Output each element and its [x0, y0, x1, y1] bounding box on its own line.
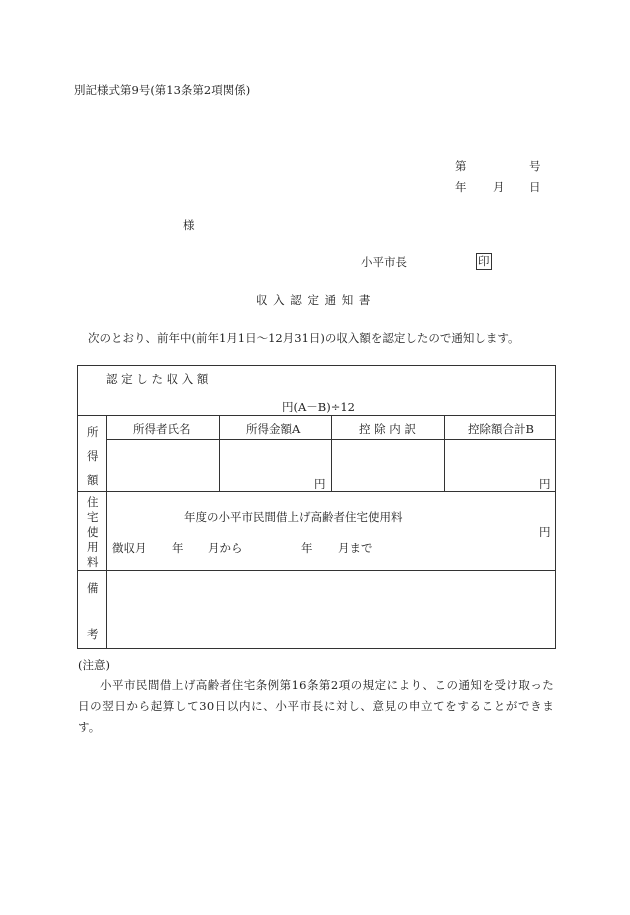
income-yen-unit: 円	[314, 477, 326, 491]
divider	[78, 415, 555, 416]
divider	[106, 415, 107, 648]
header-deduction-detail: 控 除 内 訳	[359, 422, 416, 436]
housing-fee-title: 年度の小平市民間借上げ高齢者住宅使用料	[184, 510, 403, 524]
addressee-suffix: 様	[183, 218, 195, 232]
remarks-side-label-2: 考	[87, 627, 99, 641]
notes-heading: (注意)	[78, 658, 110, 672]
housing-side-label-5: 料	[87, 555, 99, 569]
number-prefix: 第	[455, 159, 467, 173]
date-year: 年	[455, 180, 467, 194]
header-earner-name: 所得者氏名	[133, 422, 191, 436]
recognized-income-formula: 円(A－B)÷12	[282, 400, 355, 414]
deduction-yen-unit: 円	[539, 477, 551, 491]
divider	[78, 570, 555, 571]
housing-side-label-2: 宅	[87, 510, 99, 524]
housing-side-label-3: 使	[87, 525, 99, 539]
issuer-name: 小平市長	[361, 255, 407, 269]
income-side-label-1: 所	[87, 425, 99, 439]
housing-side-label-4: 用	[87, 540, 99, 554]
header-income-amount: 所得金額A	[246, 422, 301, 436]
collection-year-to: 年	[301, 541, 313, 555]
date-day: 日	[529, 180, 541, 194]
number-suffix: 号	[529, 159, 541, 173]
date-month: 月	[493, 180, 505, 194]
collection-month-to: 月まで	[338, 541, 373, 555]
seal-mark: 印	[478, 254, 490, 268]
income-side-label-2: 得	[87, 449, 99, 463]
divider	[331, 415, 332, 491]
collection-year-from: 年	[172, 541, 184, 555]
notes-body: 小平市民間借上げ高齢者住宅条例第16条第2項の規定により、この通知を受け取った日の翌日から起算して30日以内に、小平市長に対し、意見の申立てをすることができます。	[78, 678, 554, 734]
divider	[219, 415, 220, 491]
housing-fee-yen-unit: 円	[539, 525, 551, 539]
remarks-side-label-1: 備	[87, 581, 99, 595]
housing-side-label-1: 住	[87, 495, 99, 509]
collection-label: 徴収月	[112, 541, 147, 555]
header-deduction-total: 控除額合計B	[468, 422, 534, 436]
collection-month-from: 月から	[208, 541, 243, 555]
recognized-income-label: 認 定 し た 収 入 額	[106, 372, 209, 386]
income-table	[77, 365, 556, 649]
document-title: 収 入 認 定 通 知 書	[256, 293, 372, 307]
income-side-label-3: 額	[87, 473, 99, 487]
form-reference: 別記様式第9号(第13条第2項関係)	[74, 83, 251, 97]
divider	[444, 415, 445, 491]
intro-text: 次のとおり、前年中(前年1月1日～12月31日)の収入額を認定したので通知します。	[88, 331, 520, 345]
